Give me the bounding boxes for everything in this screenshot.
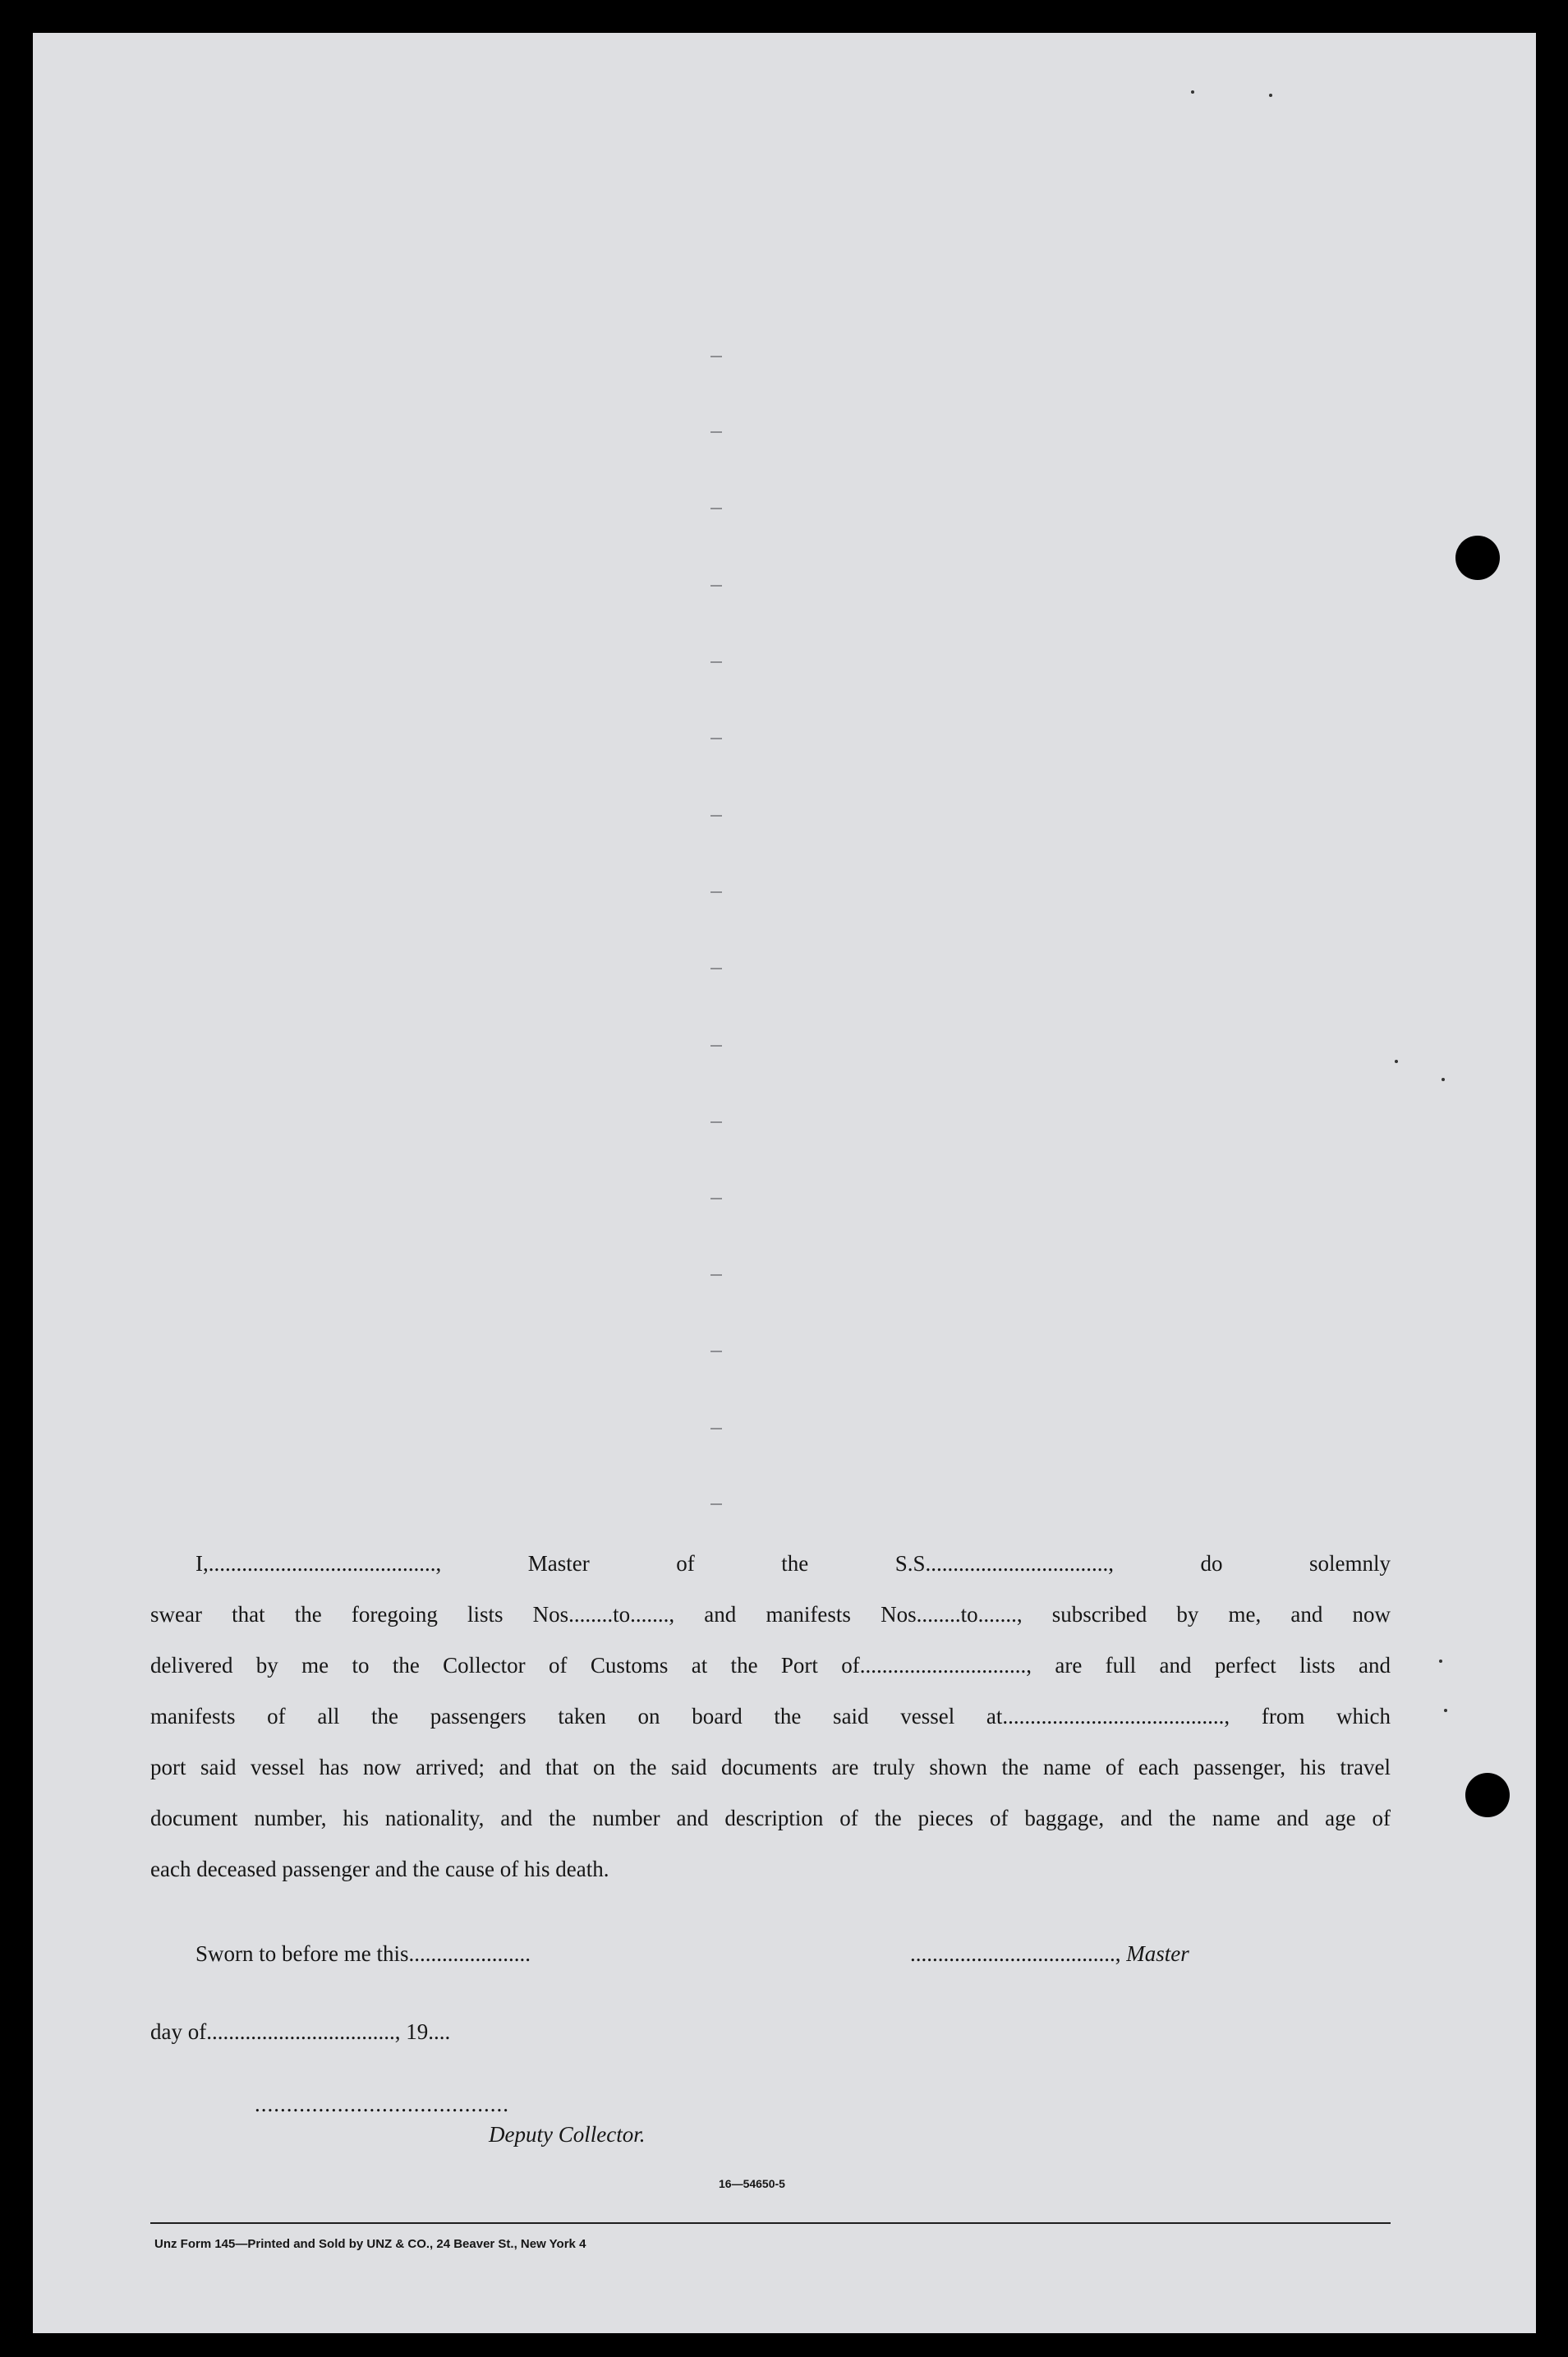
master-signature-line xyxy=(910,1941,1189,1967)
form-number: 16—54650-5 xyxy=(719,2177,785,2190)
footer-divider xyxy=(150,2222,1391,2224)
oath-line: delivered by me to the Collector of Customs at the Port of.............................., are full and perfect lists and xyxy=(150,1653,1391,1678)
oath-line: document number, his nationality, and the number and description of the pieces of baggage, and the name and age of xyxy=(150,1806,1391,1830)
oath-paragraph xyxy=(150,1538,1391,1894)
oath-line: each deceased passenger and the cause of his death. xyxy=(150,1857,609,1881)
oath-line: port said vessel has now arrived; and that on the said documents are truly shown the name of each passenger, his travel xyxy=(150,1755,1391,1779)
oath-line: manifests of all the passengers taken on board the said vessel at........................................, from which xyxy=(150,1704,1391,1729)
master-dots: ....................................., xyxy=(910,1941,1127,1966)
oath-line: I,........................................., Master of the S.S................................., do solemnly xyxy=(195,1551,1391,1576)
document-page xyxy=(33,33,1536,2333)
master-label: Master xyxy=(1126,1941,1189,1966)
day-of-line: day of.................................., 19.... xyxy=(150,2019,451,2044)
collector-signature-dots: ........................................ xyxy=(255,2092,509,2116)
punch-hole-bottom xyxy=(1465,1773,1510,1817)
deputy-collector-label: Deputy Collector. xyxy=(489,2122,646,2147)
sworn-line: Sworn to before me this...................... xyxy=(195,1941,531,1966)
printer-imprint: Unz Form 145—Printed and Sold by UNZ & CO., 24 Beaver St., New York 4 xyxy=(154,2237,586,2251)
punch-hole-top xyxy=(1455,536,1500,580)
oath-line: swear that the foregoing lists Nos........to......., and manifests Nos........to......., subscribed by me, and now xyxy=(150,1602,1391,1627)
